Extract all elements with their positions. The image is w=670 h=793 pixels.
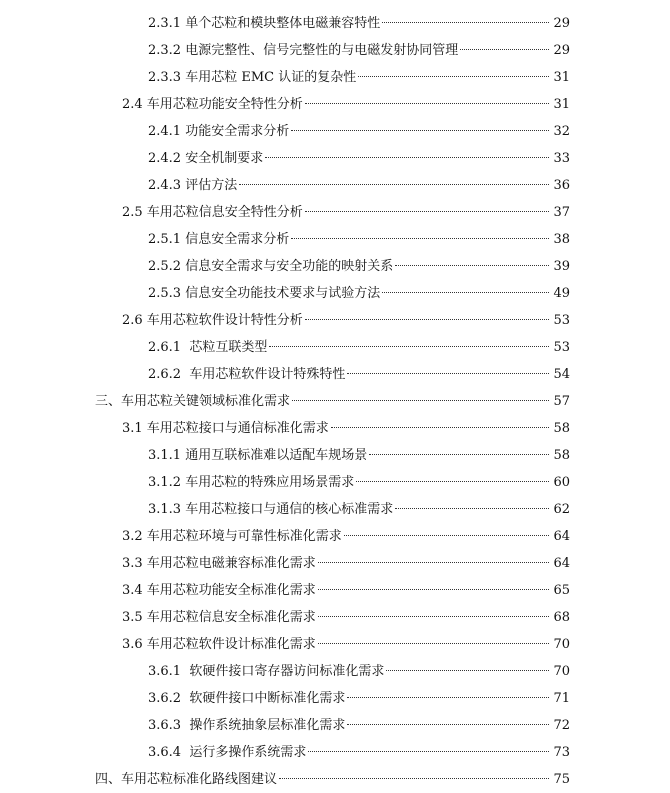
- toc-entry-title: 3.6.3 操作系统抽象层标准化需求: [148, 718, 346, 733]
- toc-entry-title: 2.5.3 信息安全功能技术要求与试验方法: [148, 286, 381, 301]
- toc-entry[interactable]: [148, 257, 570, 277]
- toc-leader-dots: [331, 427, 549, 428]
- toc-entry-page: 65: [553, 583, 570, 598]
- toc-entry-title: 3.5 车用芯粒信息安全标准化需求: [122, 610, 316, 625]
- toc-entry-title: 3.6.1 软硬件接口寄存器访问标准化需求: [148, 664, 385, 679]
- toc-entry-page: 31: [553, 70, 570, 85]
- toc-entry[interactable]: [148, 689, 570, 709]
- toc-entry-page: 32: [553, 124, 570, 139]
- toc-leader-dots: [344, 535, 549, 536]
- toc-entry-page: 73: [553, 745, 570, 760]
- toc-leader-dots: [308, 751, 549, 752]
- toc-entry-title: 2.4.2 安全机制要求: [148, 151, 264, 166]
- toc-entry-title: 3.6 车用芯粒软件设计标准化需求: [122, 637, 316, 652]
- toc-leader-dots: [318, 589, 549, 590]
- toc-entry[interactable]: [148, 743, 570, 763]
- toc-entry-page: 36: [553, 178, 570, 193]
- toc-entry-title: 2.5 车用芯粒信息安全特性分析: [122, 205, 303, 220]
- toc-entry-page: 49: [553, 286, 570, 301]
- toc-leader-dots: [305, 319, 549, 320]
- toc-entry[interactable]: [148, 473, 570, 493]
- toc-entry-title: 2.4.1 功能安全需求分析: [148, 124, 290, 139]
- toc-leader-dots: [239, 184, 549, 185]
- toc-entry-title: 3.3 车用芯粒电磁兼容标准化需求: [122, 556, 316, 571]
- toc-entry-title: 3.1.2 车用芯粒的特殊应用场景需求: [148, 475, 355, 490]
- toc-leader-dots: [269, 346, 549, 347]
- toc-entry-page: 53: [553, 340, 570, 355]
- toc-leader-dots: [382, 292, 549, 293]
- toc-entry[interactable]: [122, 608, 570, 628]
- toc-entry-page: 33: [553, 151, 570, 166]
- toc-entry[interactable]: [122, 419, 570, 439]
- toc-entry-title: 2.6.2 车用芯粒软件设计特殊特性: [148, 367, 346, 382]
- toc-leader-dots: [356, 481, 549, 482]
- toc-entry[interactable]: [122, 635, 570, 655]
- toc-leader-dots: [318, 616, 549, 617]
- toc-entry-title: 2.3.1 单个芯粒和模块整体电磁兼容特性: [148, 16, 381, 31]
- toc-entry-page: 38: [553, 232, 570, 247]
- toc-leader-dots: [291, 130, 549, 131]
- toc-entry[interactable]: [148, 230, 570, 250]
- toc-entry-page: 31: [553, 97, 570, 112]
- toc-leader-dots: [279, 778, 549, 779]
- toc-entry[interactable]: [148, 176, 570, 196]
- toc-entry[interactable]: [148, 284, 570, 304]
- toc-entry-page: 71: [553, 691, 570, 706]
- toc-entry[interactable]: [148, 500, 570, 520]
- toc-entry[interactable]: [122, 203, 570, 223]
- toc-entry[interactable]: [148, 716, 570, 736]
- toc-entry[interactable]: [95, 770, 570, 790]
- toc-entry[interactable]: [148, 122, 570, 142]
- toc-entry-page: 58: [553, 448, 570, 463]
- toc-entry-page: 58: [553, 421, 570, 436]
- toc-leader-dots: [292, 400, 549, 401]
- toc-leader-dots: [395, 508, 549, 509]
- toc-leader-dots: [347, 697, 549, 698]
- toc-entry-page: 39: [553, 259, 570, 274]
- toc-entry-page: 62: [553, 502, 570, 517]
- toc-entry-page: 70: [553, 637, 570, 652]
- toc-entry-page: 68: [553, 610, 570, 625]
- toc-leader-dots: [386, 670, 549, 671]
- toc-entry-title: 2.4.3 评估方法: [148, 178, 238, 193]
- toc-leader-dots: [395, 265, 549, 266]
- toc-entry-title: 2.6.1 芯粒互联类型: [148, 340, 268, 355]
- toc-entry-page: 70: [553, 664, 570, 679]
- toc-entry-page: 75: [553, 772, 570, 787]
- toc-entry-page: 29: [553, 16, 570, 31]
- toc-entry-page: 60: [553, 475, 570, 490]
- toc-entry-title: 3.4 车用芯粒功能安全标准化需求: [122, 583, 316, 598]
- toc-entry[interactable]: [148, 41, 570, 61]
- toc-entry[interactable]: [122, 311, 570, 331]
- toc-entry[interactable]: [122, 581, 570, 601]
- toc-entry-page: 37: [553, 205, 570, 220]
- toc-entry-page: 29: [553, 43, 570, 58]
- toc-entry-page: 64: [553, 556, 570, 571]
- toc-entry-page: 53: [553, 313, 570, 328]
- toc-entry-title: 3.6.4 运行多操作系统需求: [148, 745, 307, 760]
- toc-leader-dots: [318, 562, 549, 563]
- toc-entry[interactable]: [122, 554, 570, 574]
- toc-leader-dots: [358, 76, 549, 77]
- toc-entry-title: 三、车用芯粒关键领域标准化需求: [95, 394, 291, 409]
- toc-entry-page: 57: [553, 394, 570, 409]
- toc-entry[interactable]: [122, 527, 570, 547]
- toc-leader-dots: [318, 643, 549, 644]
- toc-entry[interactable]: [122, 95, 570, 115]
- toc-entry[interactable]: [148, 338, 570, 358]
- toc-entry-page: 54: [553, 367, 570, 382]
- toc-entry-title: 四、车用芯粒标准化路线图建议: [95, 772, 278, 787]
- toc-leader-dots: [305, 211, 549, 212]
- toc-entry-title: 3.6.2 软硬件接口中断标准化需求: [148, 691, 346, 706]
- toc-entry-title: 2.5.2 信息安全需求与安全功能的映射关系: [148, 259, 394, 274]
- toc-entry[interactable]: [148, 365, 570, 385]
- toc-leader-dots: [460, 49, 549, 50]
- toc-entry[interactable]: [148, 14, 570, 34]
- toc-entry[interactable]: [148, 446, 570, 466]
- toc-entry-title: 2.6 车用芯粒软件设计特性分析: [122, 313, 303, 328]
- toc-entry-title: 2.3.2 电源完整性、信号完整性的与电磁发射协同管理: [148, 43, 459, 58]
- toc-leader-dots: [369, 454, 549, 455]
- toc-entry-title: 3.1 车用芯粒接口与通信标准化需求: [122, 421, 329, 436]
- toc-entry-title: 3.1.3 车用芯粒接口与通信的核心标准需求: [148, 502, 394, 517]
- toc-leader-dots: [347, 373, 549, 374]
- toc-leader-dots: [305, 103, 549, 104]
- toc-leader-dots: [291, 238, 549, 239]
- toc-entry-title: 3.2 车用芯粒环境与可靠性标准化需求: [122, 529, 342, 544]
- toc-entry-title: 3.1.1 通用互联标准难以适配车规场景: [148, 448, 368, 463]
- toc-entry[interactable]: [148, 68, 570, 88]
- toc-entry-title: 2.4 车用芯粒功能安全特性分析: [122, 97, 303, 112]
- toc-leader-dots: [265, 157, 549, 158]
- toc-entry-page: 64: [553, 529, 570, 544]
- toc-entry-title: 2.5.1 信息安全需求分析: [148, 232, 290, 247]
- toc-entry[interactable]: [148, 662, 570, 682]
- toc-leader-dots: [382, 22, 549, 23]
- toc-entry-page: 72: [553, 718, 570, 733]
- toc-leader-dots: [347, 724, 549, 725]
- toc-entry[interactable]: [148, 149, 570, 169]
- toc-entry-title: 2.3.3 车用芯粒 EMC 认证的复杂性: [148, 70, 357, 85]
- toc-entry[interactable]: [95, 392, 570, 412]
